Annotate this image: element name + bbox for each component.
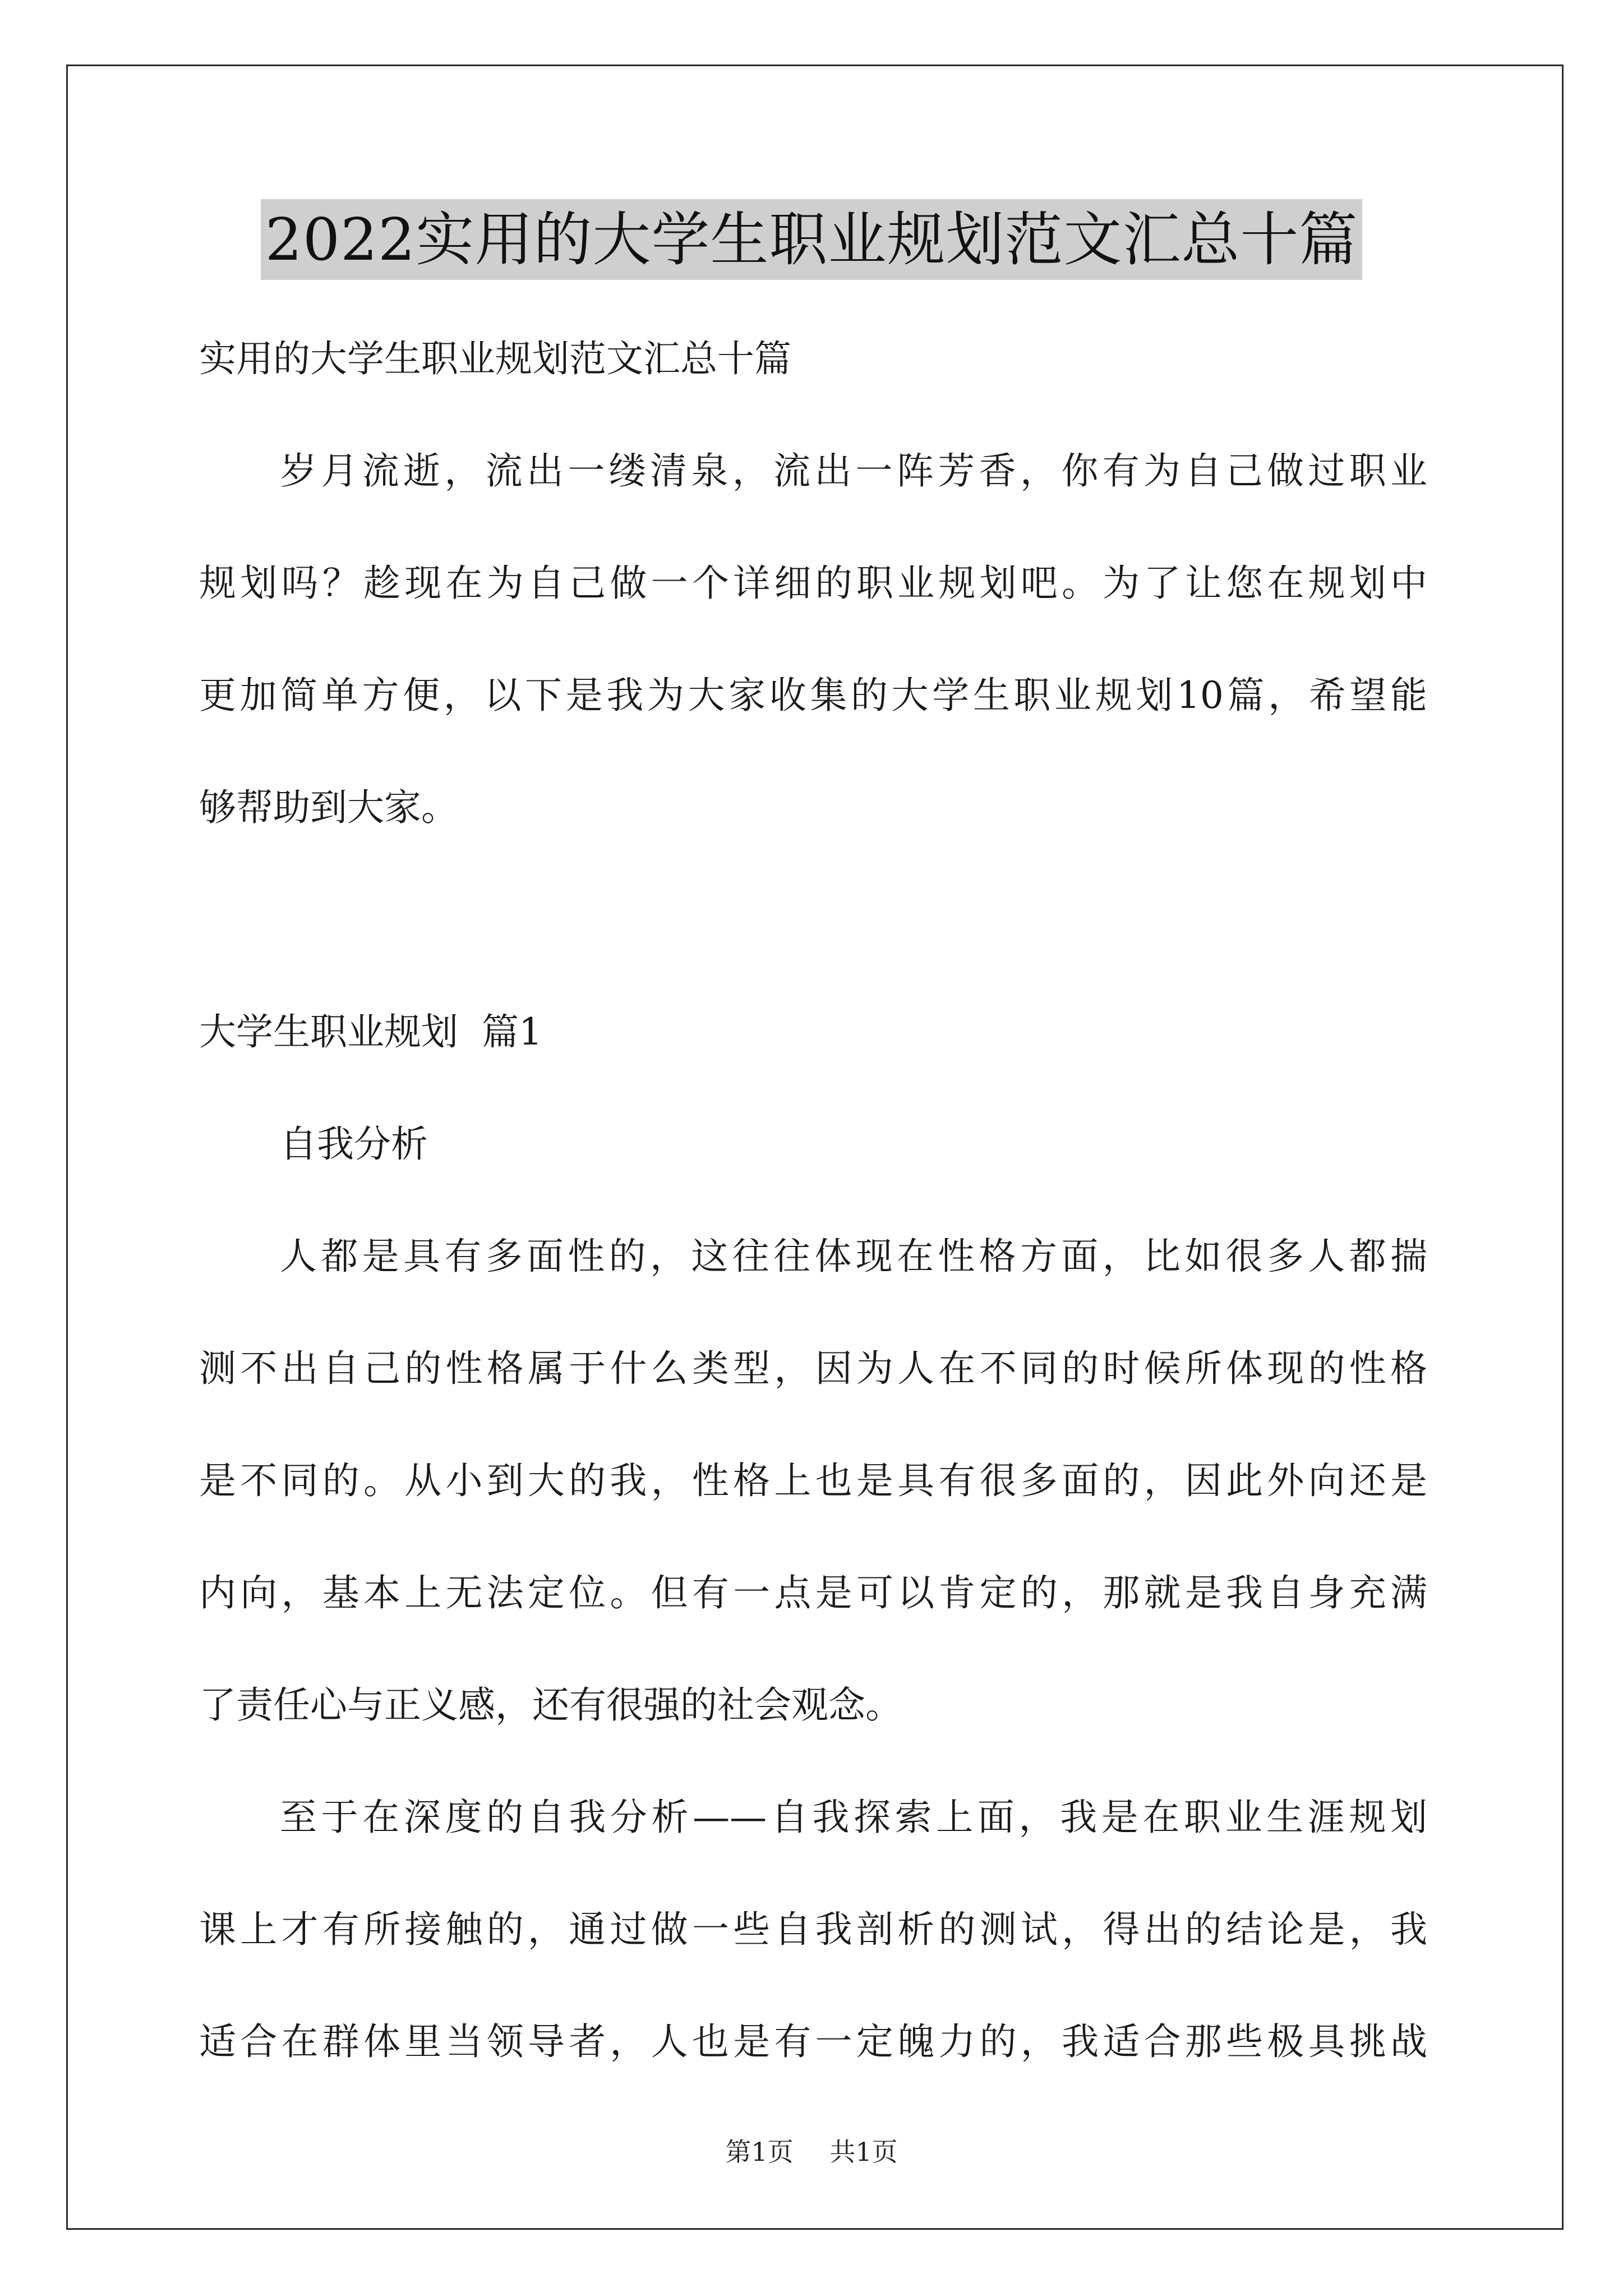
intro-line: 规划吗？趁现在为自己做一个详细的职业规划吧。为了让您在规划中 bbox=[199, 562, 1427, 605]
title-container bbox=[0, 199, 1623, 280]
document-subtitle: 实用的大学生职业规划范文汇总十篇 bbox=[199, 337, 791, 380]
page-count: 共1页 bbox=[829, 2137, 898, 2167]
intro-line: 岁月流逝，流出一缕清泉，流出一阵芳香，你有为自己做过职业 bbox=[280, 449, 1427, 493]
page-footer bbox=[0, 2132, 1623, 2169]
intro-line: 更加简单方便，以下是我为大家收集的大学生职业规划10篇，希望能 bbox=[199, 674, 1427, 717]
paragraph-line: 课上才有所接触的，通过做一些自我剖析的测试，得出的结论是，我 bbox=[199, 1908, 1427, 1951]
paragraph-line: 测不出自己的性格属于什么类型，因为人在不同的时候所体现的性格 bbox=[199, 1347, 1427, 1390]
paragraph-line: 适合在群体里当领导者，人也是有一定魄力的，我适合那些极具挑战 bbox=[199, 2020, 1427, 2063]
section-heading: 大学生职业规划 篇1 bbox=[199, 1010, 542, 1053]
intro-line: 够帮助到大家。 bbox=[199, 786, 458, 829]
paragraph-line: 了责任心与正义感，还有很强的社会观念。 bbox=[199, 1683, 902, 1727]
document-title: 2022实用的大学生职业规划范文汇总十篇 bbox=[261, 199, 1363, 280]
page-number: 第1页 bbox=[725, 2137, 794, 2167]
document-body bbox=[199, 303, 1427, 2098]
paragraph-line: 至于在深度的自我分析——自我探索上面，我是在职业生涯规划 bbox=[280, 1796, 1427, 1839]
paragraph-line: 内向，基本上无法定位。但有一点是可以肯定的，那就是我自身充满 bbox=[199, 1571, 1427, 1614]
paragraph-line: 人都是具有多面性的，这往往体现在性格方面，比如很多人都揣 bbox=[280, 1235, 1427, 1278]
paragraph-line: 是不同的。从小到大的我，性格上也是具有很多面的，因此外向还是 bbox=[199, 1459, 1427, 1502]
spacer bbox=[199, 864, 1427, 976]
sub-heading: 自我分析 bbox=[280, 1122, 428, 1166]
